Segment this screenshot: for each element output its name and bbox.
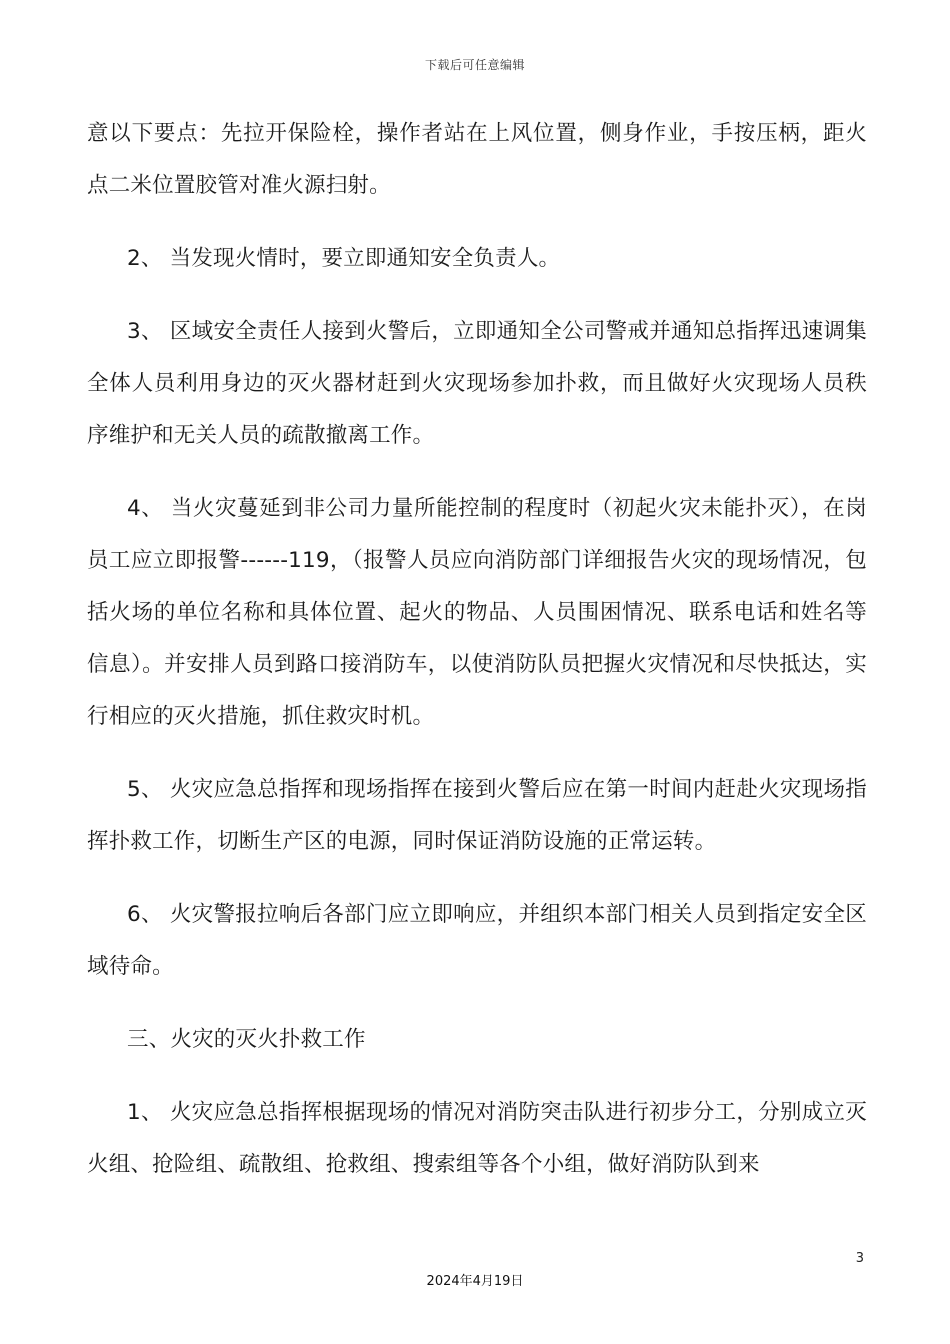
page-number: 3	[855, 1251, 864, 1266]
section-heading-3: 三、火灾的灭火扑救工作	[127, 1027, 366, 1052]
paragraph-item-5: 5、 火灾应急总指挥和现场指挥在接到火警后应在第一时间内赶赴火灾现场指挥扑救工作，切断生产区的电源，同时保证消防设施的正常运转。	[87, 777, 867, 854]
paragraph-section3-item-1: 1、 火灾应急总指挥根据现场的情况对消防突击队进行初步分工，分别成立灭火组、抢险组、疏散组、抢救组、搜索组等各个小组，做好消防队到来	[87, 1100, 867, 1177]
footer-date: 2024年4月19日	[426, 1274, 524, 1289]
page-header-note: 下载后可任意编辑	[424, 58, 525, 72]
document-body	[87, 108, 867, 1212]
paragraph-item-3: 3、 区域安全责任人接到火警后，立即通知全公司警戒并通知总指挥迅速调集全体人员利用身边的灭火器材赶到火灾现场参加扑救，而且做好火灾现场人员秩序维护和无关人员的疏散撤离工作。	[87, 319, 867, 448]
paragraph-item-2: 2、 当发现火情时，要立即通知安全负责人。	[127, 246, 561, 271]
paragraph-item-4: 4、 当火灾蔓延到非公司力量所能控制的程度时（初起火灾未能扑灭），在岗员工应立即报警------119，（报警人员应向消防部门详细报告火灾的现场情况，包括火场的单位名称和具体位置、起火的物品、人员围困情况、联系电话和姓名等信息）。并安排人员到路口接消防车，以使消防队员把握火灾情况和尽快抵达，实行相应的灭火措施，抓住救灾时机。	[87, 496, 867, 729]
paragraph-item-6: 6、 火灾警报拉响后各部门应立即响应，并组织本部门相关人员到指定安全区域待命。	[87, 902, 867, 979]
paragraph-fire-extinguisher-steps: 意以下要点：先拉开保险栓，操作者站在上风位置，侧身作业，手按压柄，距火点二米位置胶管对准火源扫射。	[87, 121, 867, 198]
